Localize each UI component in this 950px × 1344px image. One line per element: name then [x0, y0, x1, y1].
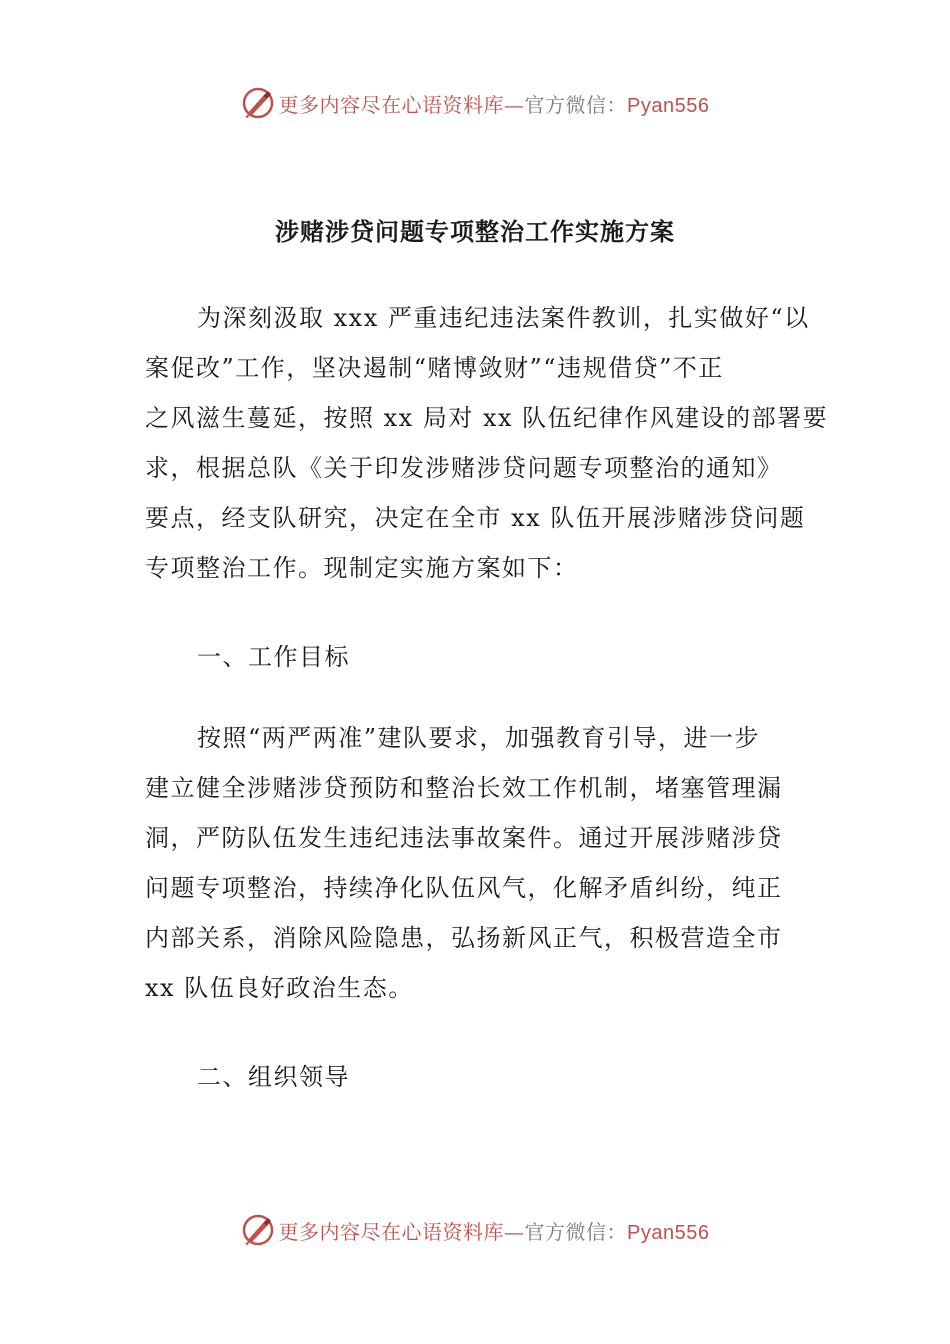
pen-logo-icon	[241, 1213, 275, 1247]
watermark-wechat-label: 官方微信：	[524, 92, 628, 117]
watermark-wechat-id: Pyan556	[627, 94, 710, 117]
paragraph-line: 建立健全涉赌涉贷预防和整治长效工作机制，堵塞管理漏	[145, 774, 783, 802]
watermark-dash: —	[504, 92, 525, 117]
paragraph-line: 洞，严防队伍发生违纪违法事故案件。通过开展涉赌涉贷	[145, 824, 783, 852]
paragraph-line: 按照“两严两准”建队要求，加强教育引导，进一步	[197, 724, 761, 752]
watermark-slogan: 更多内容尽在心语资料库	[278, 92, 505, 117]
watermark-wechat-label: 官方微信：	[524, 1219, 628, 1244]
paragraph-line: xx 队伍良好政治生态。	[145, 974, 414, 1002]
document-title: 涉赌涉贷问题专项整治工作实施方案	[275, 217, 675, 246]
watermark-text	[279, 1216, 710, 1245]
watermark-banner-top	[0, 83, 950, 123]
paragraph-line: 问题专项整治，持续净化队伍风气，化解矛盾纠纷，纯正	[145, 874, 783, 902]
section-heading-goals: 一、工作目标	[197, 643, 350, 671]
paragraph-line: 案促改”工作，坚决遏制“赌博敛财”“违规借贷”不正	[145, 354, 724, 382]
pen-logo-icon	[241, 86, 275, 120]
watermark-banner-bottom	[0, 1210, 950, 1250]
paragraph-line: 专项整治工作。现制定实施方案如下：	[145, 554, 579, 582]
paragraph-line: 要点，经支队研究，决定在全市 xx 队伍开展涉赌涉贷问题	[145, 504, 806, 532]
paragraph-line: 求，根据总队《关于印发涉赌涉贷问题专项整治的通知》	[145, 454, 783, 482]
goals-paragraph	[145, 713, 810, 1013]
paragraph-line: 内部关系，消除风险隐患，弘扬新风正气，积极营造全市	[145, 924, 783, 952]
watermark-text	[279, 89, 710, 118]
section-heading-organization: 二、组织领导	[197, 1063, 350, 1091]
intro-paragraph	[145, 293, 829, 593]
watermark-dash: —	[504, 1219, 525, 1244]
watermark-wechat-id: Pyan556	[627, 1221, 710, 1244]
paragraph-line: 为深刻汲取 xxx 严重违纪违法案件教训，扎实做好“以	[197, 304, 810, 332]
paragraph-line: 之风滋生蔓延，按照 xx 局对 xx 队伍纪律作风建设的部署要	[145, 404, 829, 432]
watermark-slogan: 更多内容尽在心语资料库	[278, 1219, 505, 1244]
